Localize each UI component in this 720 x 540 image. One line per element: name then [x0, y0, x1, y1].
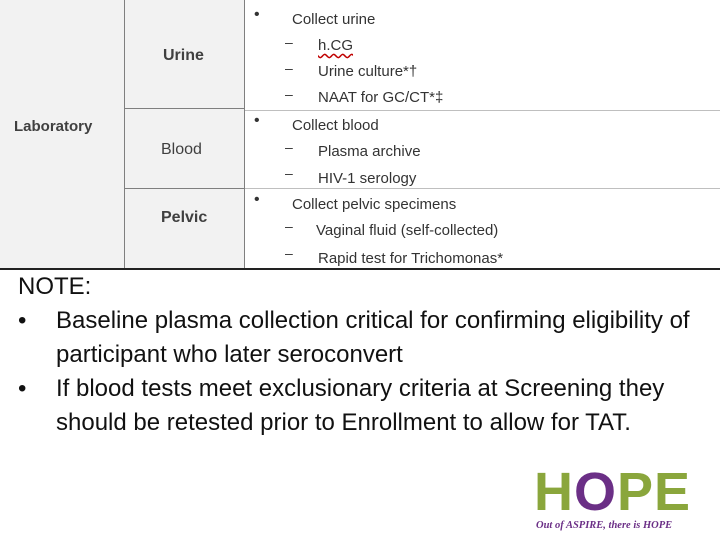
- dash-icon: –: [285, 60, 293, 76]
- collect-header: Collect urine: [292, 11, 376, 28]
- sublabel-pelvic: Pelvic: [161, 209, 208, 226]
- table-divider: [244, 0, 245, 270]
- dash-icon: –: [285, 34, 293, 50]
- bullet-icon: •: [18, 375, 27, 402]
- test-item: NAAT for GC/CT*‡: [318, 89, 444, 106]
- dash-icon: –: [285, 139, 293, 155]
- note-bullet-text: If blood tests meet exclusionary criteria at Screening they should be retested prior to Enrollment to allow for TAT.: [56, 375, 665, 436]
- bullet-icon: •: [254, 191, 260, 208]
- note-bullet: [18, 372, 708, 440]
- test-item: Vaginal fluid (self-collected): [316, 222, 499, 239]
- bullet-icon: •: [18, 307, 27, 334]
- test-item: Urine culture*†: [318, 63, 418, 80]
- table-divider: [124, 0, 125, 270]
- dash-icon: –: [285, 218, 293, 234]
- collect-header: Collect pelvic specimens: [292, 196, 457, 213]
- logo-wordmark: HOPE: [534, 462, 692, 522]
- bullet-icon: •: [254, 6, 260, 23]
- collect-header: Collect blood: [292, 117, 379, 134]
- category-column: [0, 0, 125, 270]
- test-item: h.CG: [318, 37, 354, 54]
- sublabel-cell-pelvic: [125, 188, 245, 270]
- dash-icon: –: [285, 86, 293, 102]
- bullet-icon: •: [254, 112, 260, 129]
- table-divider: [125, 108, 245, 109]
- table-divider: [245, 188, 720, 189]
- test-item: Rapid test for Trichomonas*: [318, 250, 504, 267]
- note-bullet: [18, 304, 708, 372]
- table-divider: [245, 110, 720, 111]
- note-section: [18, 270, 708, 440]
- test-item: HIV-1 serology: [318, 170, 417, 187]
- hope-logo: [530, 462, 710, 534]
- dash-icon: –: [285, 165, 293, 181]
- dash-icon: –: [285, 245, 293, 261]
- note-bullet-text: Baseline plasma collection critical for confirming eligibility of participant who later seroconvert: [56, 307, 690, 368]
- category-label: Laboratory: [14, 118, 93, 135]
- note-title: NOTE:: [18, 273, 92, 300]
- test-item: Plasma archive: [318, 143, 421, 160]
- note-list: [18, 304, 708, 440]
- logo-tagline: Out of ASPIRE, there is HOPE: [536, 520, 673, 531]
- sublabel-urine: Urine: [163, 47, 204, 64]
- sublabel-blood: Blood: [161, 141, 202, 158]
- table-divider: [125, 188, 245, 189]
